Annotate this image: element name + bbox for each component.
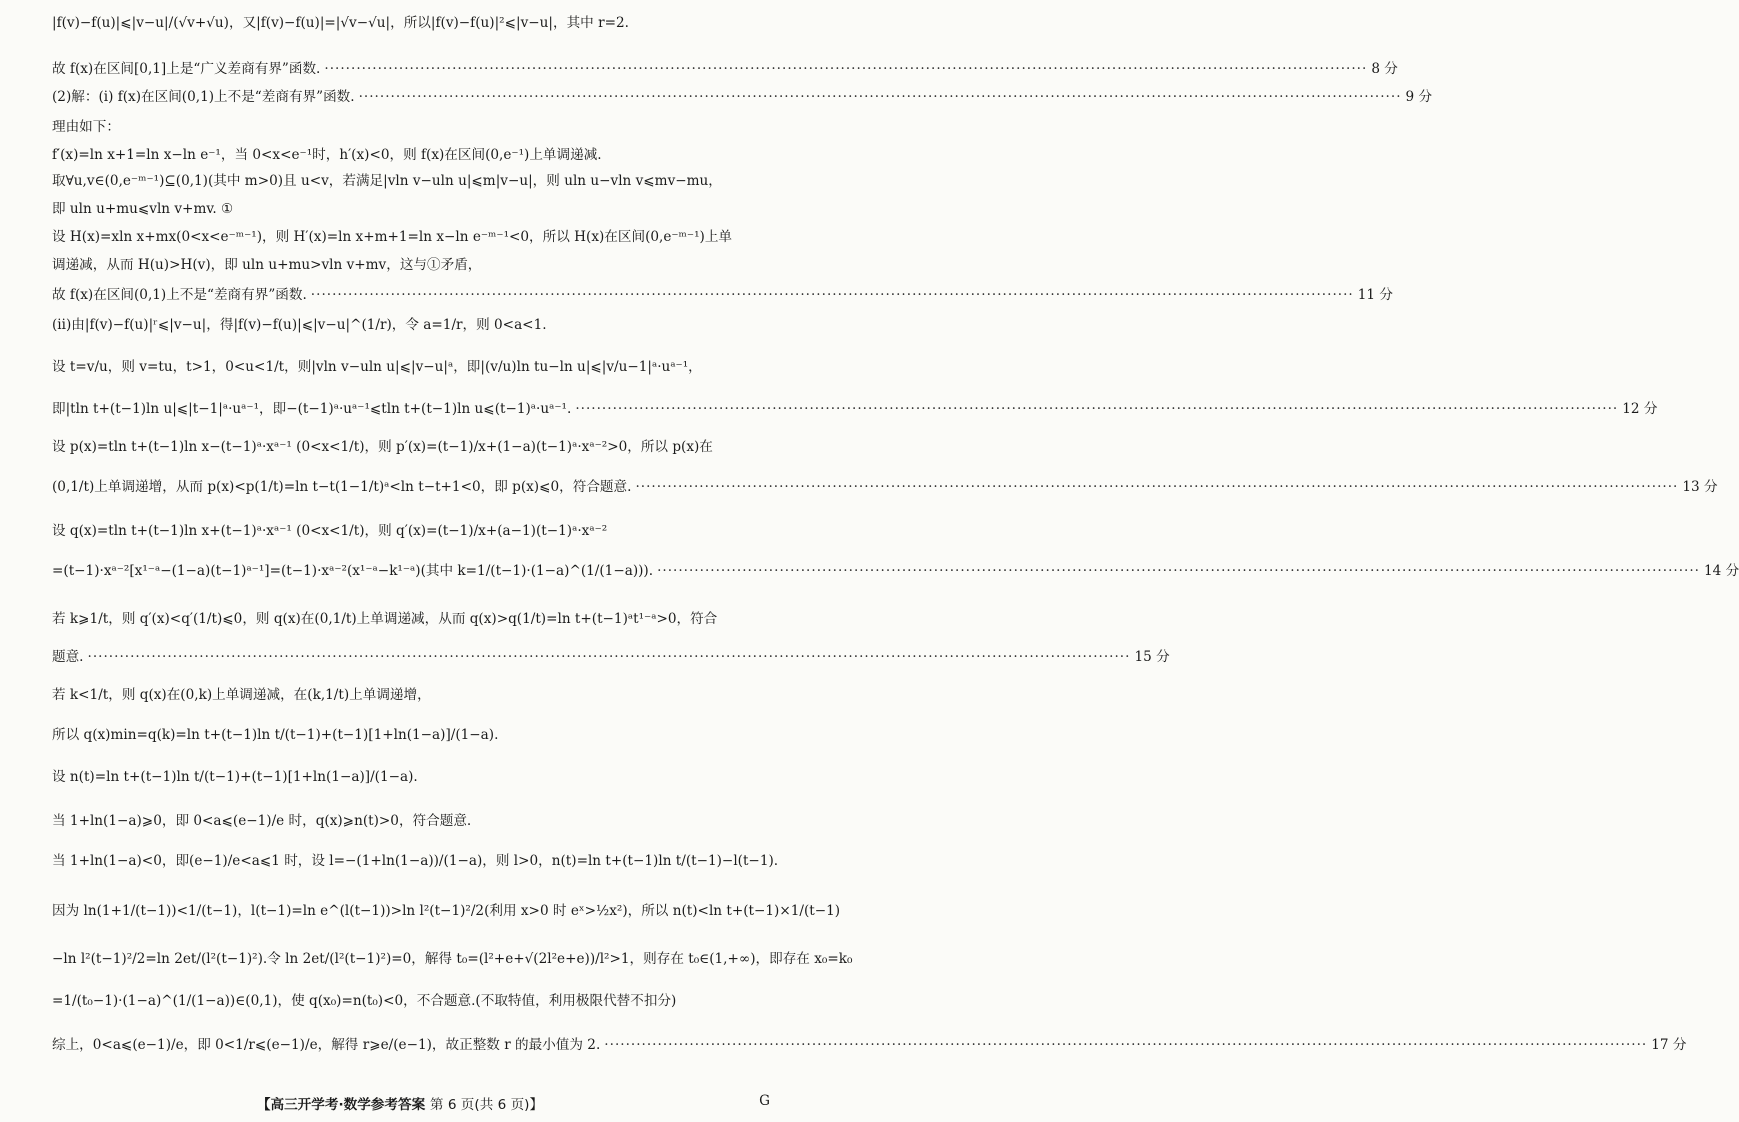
solution-line — [52, 286, 1393, 304]
solution-text: 取∀u,v∈(0,e⁻ᵐ⁻¹)⊆(0,1)(其中 m>0)且 u<v，若满足|vln v−uln u|⩽m|v−u|，则 uln u−vln v⩽mv−mu， — [52, 173, 722, 189]
solution-text: =1/(t₀−1)·(1−a)^(1/(1−a))∈(0,1)，使 q(x₀)=n(t₀)<0，不合题意.(不取特值，利用极限代替不扣分) — [52, 993, 677, 1009]
solution-text: 故 f(x)在区间[0,1]上是“广义差商有界”函数. — [52, 61, 321, 77]
solution-line — [52, 438, 770, 456]
solution-text: f′(x)=ln x+1=ln x−ln e⁻¹，当 0<x<e⁻¹时，h′(x)<0，则 f(x)在区间(0,e⁻¹)上单调递减. — [52, 147, 602, 163]
solution-line — [52, 256, 770, 274]
solution-text: 设 n(t)=ln t+(t−1)ln t/(t−1)+(t−1)[1+ln(1−a)]/(1−a). — [52, 769, 418, 785]
page-footer — [0, 1093, 800, 1113]
score-points: 8 分 — [1371, 61, 1398, 77]
solution-text: 调递减，从而 H(u)>H(v)，即 uln u+mu>vln v+mv，这与①矛盾， — [52, 257, 482, 273]
solution-line — [52, 146, 770, 164]
solution-line — [52, 812, 770, 830]
solution-text: 当 1+ln(1−a)<0，即(e−1)/e<a⩽1 时，设 l=−(1+ln(1−a))/(1−a)，则 l>0，n(t)=ln t+(t−1)ln t/(t−1)−l(t−1). — [52, 853, 779, 869]
footer-page-number: 第 6 页(共 6 页)】 — [429, 1097, 544, 1113]
solution-line — [52, 562, 1739, 580]
leader-dots — [88, 648, 1131, 666]
solution-line — [52, 200, 770, 218]
solution-line — [52, 522, 770, 540]
paper-version-mark: G — [759, 1093, 770, 1109]
solution-text: =(t−1)·xᵃ⁻²[x¹⁻ᵃ−(1−a)(t−1)ᵃ⁻¹]=(t−1)·xᵃ⁻²(x¹⁻ᵃ−k¹⁻ᵃ)(其中 k=1/(t−1)·(1−a)^(1/(1−a))). — [52, 563, 654, 579]
leader-dots — [657, 562, 1700, 580]
solution-line — [52, 14, 770, 32]
solution-text: 设 q(x)=tln t+(t−1)ln x+(t−1)ᵃ·xᵃ⁻¹ (0<x<1/t)，则 q′(x)=(t−1)/x+(a−1)(t−1)ᵃ·xᵃ⁻² — [52, 523, 608, 539]
solution-text: |f(v)−f(u)|⩽|v−u|/(√v+√u)，又|f(v)−f(u)|=|√v−√u|，所以|f(v)−f(u)|²⩽|v−u|，其中 r=2. — [52, 15, 629, 31]
score-points: 13 分 — [1682, 479, 1718, 495]
solution-text: 设 H(x)=xln x+mx(0<x<e⁻ᵐ⁻¹)，则 H′(x)=ln x+m+1=ln x−ln e⁻ᵐ⁻¹<0，所以 H(x)在区间(0,e⁻ᵐ⁻¹)上单 — [52, 229, 733, 245]
solution-line — [52, 172, 770, 190]
solution-line — [52, 648, 1170, 666]
solution-text: 若 k⩾1/t，则 q′(x)<q′(1/t)⩽0，则 q(x)在(0,1/t)上单调递减，从而 q(x)>q(1/t)=ln t+(t−1)ᵃt¹⁻ᵃ>0，符合 — [52, 611, 718, 627]
solution-line — [52, 950, 853, 968]
solution-line — [52, 902, 841, 920]
solution-text: 故 f(x)在区间(0,1)上不是“差商有界”函数. — [52, 287, 307, 303]
solution-line — [52, 852, 779, 870]
solution-line — [52, 686, 770, 704]
footer-title: 【高三开学考·数学参考答案 — [256, 1097, 426, 1113]
solution-line — [52, 400, 1658, 418]
solution-line — [52, 228, 770, 246]
leader-dots — [575, 400, 1618, 418]
leader-dots — [635, 478, 1678, 496]
leader-dots — [311, 286, 1354, 304]
solution-line — [52, 610, 770, 628]
score-points: 14 分 — [1704, 563, 1739, 579]
solution-text: 即 uln u+mu⩽vln v+mv. ① — [52, 201, 234, 217]
solution-line — [52, 1036, 1687, 1054]
score-points: 9 分 — [1405, 89, 1433, 105]
solution-text: (2)解：(ⅰ) f(x)在区间(0,1)上不是“差商有界”函数. — [52, 89, 355, 105]
solution-line — [52, 60, 1398, 78]
solution-text: −ln l²(t−1)²/2=ln 2et/(l²(t−1)²).令 ln 2et/(l²(t−1)²)=0，解得 t₀=(l²+e+√(2l²e+e))/l²>1，则存在 t₀∈(1,+∞)，即存在 x₀=k₀ — [52, 951, 853, 967]
solution-text: 若 k<1/t，则 q(x)在(0,k)上单调递减，在(k,1/t)上单调递增， — [52, 687, 431, 703]
solution-text: 理由如下： — [52, 119, 120, 135]
solution-text: 因为 ln(1+1/(t−1))<1/(t−1)，l(t−1)=ln e^(l(t−1))>ln l²(t−1)²/2(利用 x>0 时 eˣ>½x²)，所以 n(t)<ln t+(t−1)×1/(t−1) — [52, 903, 841, 919]
solution-line — [52, 118, 770, 136]
solution-text: (ⅱ)由|f(v)−f(u)|ʳ⩽|v−u|，得|f(v)−f(u)|⩽|v−u|^(1/r)，令 a=1/r，则 0<a<1. — [52, 317, 547, 333]
solution-text: 设 p(x)=tln t+(t−1)ln x−(t−1)ᵃ·xᵃ⁻¹ (0<x<1/t)，则 p′(x)=(t−1)/x+(1−a)(t−1)ᵃ·xᵃ⁻²>0，所以 p(x)在 — [52, 439, 713, 455]
score-points: 12 分 — [1622, 401, 1658, 417]
score-points: 17 分 — [1651, 1037, 1687, 1053]
solution-text: 当 1+ln(1−a)⩾0，即 0<a⩽(e−1)/e 时，q(x)⩾n(t)>0，符合题意. — [52, 813, 472, 829]
score-points: 11 分 — [1357, 287, 1393, 303]
solution-line — [52, 992, 770, 1010]
solution-line — [52, 358, 770, 376]
score-points: 15 分 — [1134, 649, 1170, 665]
solution-text: 设 t=v/u，则 v=tu，t>1，0<u<1/t，则|vln v−uln u|⩽|v−u|ᵃ，即|(v/u)ln tu−ln u|⩽|v/u−1|ᵃ·uᵃ⁻¹， — [52, 359, 702, 375]
solution-line — [52, 478, 1718, 496]
leader-dots — [359, 88, 1402, 106]
solution-text: 题意. — [52, 649, 84, 665]
solution-text: (0,1/t)上单调递增，从而 p(x)<p(1/t)=ln t−t(1−1/t)ᵃ<ln t−t+1<0，即 p(x)⩽0，符合题意. — [52, 479, 632, 495]
solution-line — [52, 316, 770, 334]
solution-text: 所以 q(x)min=q(k)=ln t+(t−1)ln t/(t−1)+(t−1)[1+ln(1−a)]/(1−a). — [52, 727, 499, 743]
leader-dots — [324, 60, 1367, 78]
solution-line — [52, 768, 770, 786]
solution-text: 即|tln t+(t−1)ln u|⩽|t−1|ᵃ·uᵃ⁻¹，即−(t−1)ᵃ·uᵃ⁻¹⩽tln t+(t−1)ln u⩽(t−1)ᵃ·uᵃ⁻¹. — [52, 401, 572, 417]
leader-dots — [604, 1036, 1647, 1054]
solution-text: 综上，0<a⩽(e−1)/e，即 0<1/r⩽(e−1)/e，解得 r⩾e/(e−1)，故正整数 r 的最小值为 2. — [52, 1037, 601, 1053]
solution-line — [52, 88, 1433, 106]
solution-line — [52, 726, 770, 744]
